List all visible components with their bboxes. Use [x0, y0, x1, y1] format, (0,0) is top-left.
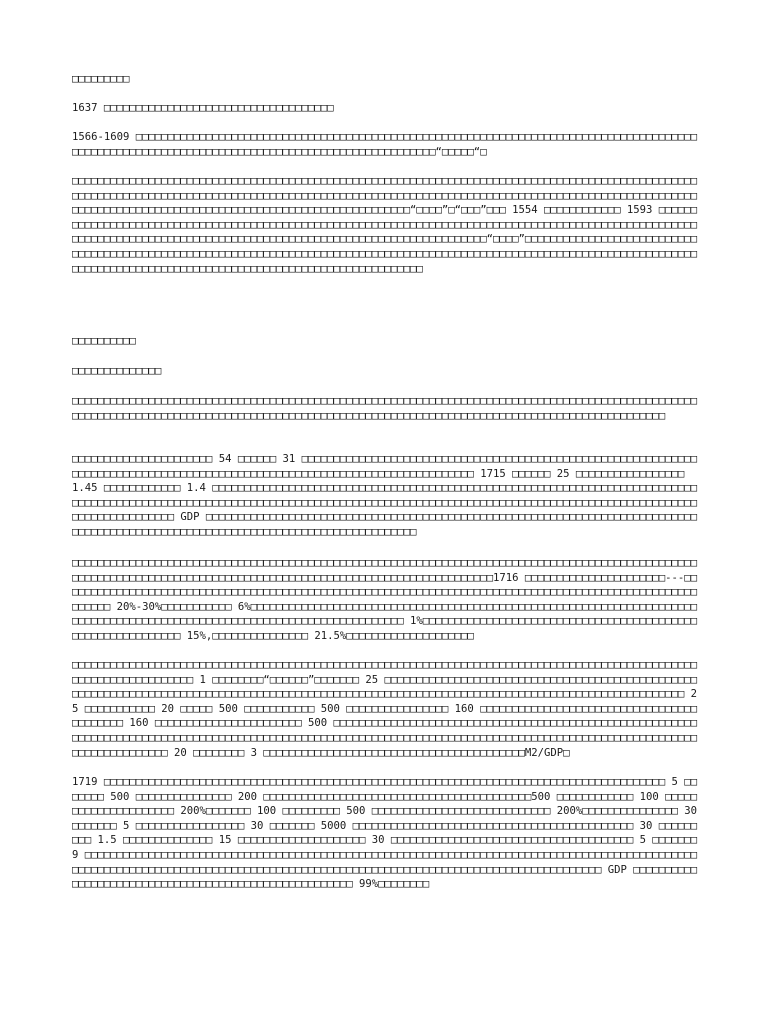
paragraph-1716: □□□□□□□□□□□□□□□□□□□□□□□□□□□□□□□□□□□□□□□□□□□□□□□□□□□□□□□□□□□□□□□□□□□□□□□□□□□□□□□□□□□□□□□□□□□□□□□□□□□□□□□□□□□□□□□□□□□□□□□□□□□□□□□□□□□□□□□□□□□□□□□□□□□□□□□□□□□□□□□□□□□□1716 □□□□□□□□□□□□□□□□□□□□□□---□□□□□□□□□□□□□□□□□□□□□□□□□□□□□□□□□□□□□□□□□□□□□□□□□□□□□□□□□□□□□□□□□□□□□□□□□□□□□□□□□□□□□□□□□□□□□□□□□□□□□□□□□□ 20%-30%□□□□□□□□□□□ 6%□□□□□□□□□□□□□□□□□□□□□□□□□□□□□□□□□□□□□□□□□□□□□□□□□□□□□□□□□□□□□□□□□□□□□□□□□□□□□□□□□□□□□□□□□□□□□□□□□□□□□□□□□□□□□□□□□□□□□□□□□□ 1%□□□□□□□□□□□□□□□□□□□□□□□□□□□□□□□□□□□□□□□□□□□□□□□□□□□□□□□□□□□□ 15%,□□□□□□□□□□□□□□□ 21.5%□□□□□□□□□□□□□□□□□□□□: [72, 557, 698, 642]
paragraph-1715: □□□□□□□□□□□□□□□□□□□□□□ 54 □□□□□□ 31 □□□□□□□□□□□□□□□□□□□□□□□□□□□□□□□□□□□□□□□□□□□□□□□□□□□□□□□□□□□□□□□□□□□□□□□□□□□□□□□□□□□□□□□□□□□□□□□□□□□□□□□□□□□□□□□□□□□□□□□□□□□□□ 1715 □□□□□□ 25 □□□□□□□□□□□□□□□□□ 1.45 □□□□□□□□□□□□ 1.4 □□□□□□□□□□□□□□□□□□□□□□□□□□□□□□□□□□□□□□□□□□□□□□□□□□□□□□□□□□□□□□□□□□□□□□□□□□□□□□□□□□□□□□□□□□□□□□□□□□□□□□□□□□□□□□□□□□□□□□□□□□□□□□□□□□□□□□□□□□□□□□□□□□□□□□□□□□□□□□□□□□□□□□□□□□□□□□□□□□□□□□□□□□□□□□ GDP □□□□□□□□□□□□□□□□□□□□□□□□□□□□□□□□□□□□□□□□□□□□□□□□□□□□□□□□□□□□□□□□□□□□□□□□□□□□□□□□□□□□□□□□□□□□□□□□□□□□□□□□□□□□□□□□□□□□□□□□□□□□□□□□□□□: [72, 453, 698, 538]
paragraph-1554-1593: □□□□□□□□□□□□□□□□□□□□□□□□□□□□□□□□□□□□□□□□□□□□□□□□□□□□□□□□□□□□□□□□□□□□□□□□□□□□□□□□□□□□□□□□□□□□□□□□□□□□□□□□□□□□□□□□□□□□□□□□□□□□□□□□□□□□□□□□□□□□□□□□□□□□□□□□□□□□□□□□□□□□□□□□□□□□□□□□□□□□□□□□□□□□□□□□□□□□□□□□□□□□□□□□□□□□□□□□□□□□□□□□□□□□□□□□□□□□□□□□□□□□□□□□□“□□□□”□“□□□”□□□ 1554 □□□□□□□□□□□□ 1593 □□□□□□□□□□□□□□□□□□□□□□□□□□□□□□□□□□□□□□□□□□□□□□□□□□□□□□□□□□□□□□□□□□□□□□□□□□□□□□□□□□□□□□□□□□□□□□□□□□□□□□□□□□□□□□□□□□□□□□□□□□□□□□□□□□□□□□□□□□□□□□□□□□□□□□□□□□□□□□□□□□□□□□□□□“□□□□”□□□□□□□□□□□□□□□□□□□□□□□□□□□□□□□□□□□□□□□□□□□□□□□□□□□□□□□□□□□□□□□□□□□□□□□□□□□□□□□□□□□□□□□□□□□□□□□□□□□□□□□□□□□□□□□□□□□□□□□□□□□□□□□□□□□□□□□□□□□□□□□□□□□□□□□□□□□□□□□□□□□□□□□□□□□□□□□□□□□□: [72, 175, 698, 275]
paragraph-1719: 1719 □□□□□□□□□□□□□□□□□□□□□□□□□□□□□□□□□□□□□□□□□□□□□□□□□□□□□□□□□□□□□□□□□□□□□□□□□□□□□□□□□□□□□□□□ 5 □□□□□□□ 500 □□□□□□□□□□□□□□□ 200 □□□□□□□□□□□□□□□□□□□□□□□□□□□□□□□□□□□□□□□□□□500 □□□□□□□□□□□□ 100 □□□□□□□□□□□□□□□□□□□□□ 200%□□□□□□□ 100 □□□□□□□□□ 500 □□□□□□□□□□□□□□□□□□□□□□□□□□□□ 200%□□□□□□□□□□□□□□□ 30 □□□□□□□ 5 □□□□□□□□□□□□□□□□□ 30 □□□□□□□ 5000 □□□□□□□□□□□□□□□□□□□□□□□□□□□□□□□□□□□□□□□□□□□□ 30 □□□□□□□□□ 1.5 □□□□□□□□□□□□□□ 15 □□□□□□□□□□□□□□□□□□□□ 30 □□□□□□□□□□□□□□□□□□□□□□□□□□□□□□□□□□□□□□ 5 □□□□□□□ 9 □□□□□□□□□□□□□□□□□□□□□□□□□□□□□□□□□□□□□□□□□□□□□□□□□□□□□□□□□□□□□□□□□□□□□□□□□□□□□□□□□□□□□□□□□□□□□□□□□□□□□□□□□□□□□□□□□□□□□□□□□□□□□□□□□□□□□□□□□□□□□□□□□□□□□□□□□□□□□□□□□□□□□□□□□□□□□□□□□□□ GDP □□□□□□□□□□□□□□□□□□□□□□□□□□□□□□□□□□□□□□□□□□□□□□□□□□□□□□ 99%□□□□□□□□: [72, 776, 704, 891]
paragraph-m2-gdp: □□□□□□□□□□□□□□□□□□□□□□□□□□□□□□□□□□□□□□□□□□□□□□□□□□□□□□□□□□□□□□□□□□□□□□□□□□□□□□□□□□□□□□□□□□□□□□□□□□□□□□□□□□□□□□□□□□□□□ 1 □□□□□□□□“□□□□□□”□□□□□□□ 25 □□□□□□□□□□□□□□□□□□□□□□□□□□□□□□□□□□□□□□□□□□□□□□□□□□□□□□□□□□□□□□□□□□□□□□□□□□□□□□□□□□□□□□□□□□□□□□□□□□□□□□□□□□□□□□□□□□□□□□□□□□□□□□□□□□□□□□□□□□□□□□□□□ 25 □□□□□□□□□□□ 20 □□□□□ 500 □□□□□□□□□□□ 500 □□□□□□□□□□□□□□□□ 160 □□□□□□□□□□□□□□□□□□□□□□□□□□□□□□□□□□□□□□□□□□ 160 □□□□□□□□□□□□□□□□□□□□□□□ 500 □□□□□□□□□□□□□□□□□□□□□□□□□□□□□□□□□□□□□□□□□□□□□□□□□□□□□□□□□□□□□□□□□□□□□□□□□□□□□□□□□□□□□□□□□□□□□□□□□□□□□□□□□□□□□□□□□□□□□□□□□□□□□□□□□□□□□□□□□□□□□□□□□□□□□□□□□□□□□□□□□□□□□□□□□□ 20 □□□□□□□□ 3 □□□□□□□□□□□□□□□□□□□□□□□□□□□□□□□□□□□□□□□□□M2/GDP□: [72, 659, 698, 759]
section-heading: □□□□□□□□□: [72, 73, 130, 85]
paragraph-1637: 1637 □□□□□□□□□□□□□□□□□□□□□□□□□□□□□□□□□□□□: [72, 102, 334, 114]
subsection-heading: □□□□□□□□□□□□□□: [72, 365, 162, 377]
paragraph-1566-1609: 1566-1609 □□□□□□□□□□□□□□□□□□□□□□□□□□□□□□□□□□□□□□□□□□□□□□□□□□□□□□□□□□□□□□□□□□□□□□□□□□□□□□□□□□□□□□□□□□□□□□□□□□□□□□□□□□□□□□□□□□□□□□□□□□□□□□□□□□□□□□□□□□□□□□□□□“□□□□□“□: [72, 131, 698, 158]
section-heading-2: □□□□□□□□□□: [72, 335, 136, 347]
paragraph-intro: □□□□□□□□□□□□□□□□□□□□□□□□□□□□□□□□□□□□□□□□□□□□□□□□□□□□□□□□□□□□□□□□□□□□□□□□□□□□□□□□□□□□□□□□□□□□□□□□□□□□□□□□□□□□□□□□□□□□□□□□□□□□□□□□□□□□□□□□□□□□□□□□□□□□□□□□□□□□□□□□□□□□□□□□□□□□□□□□□□□□□□□□□□□□□□□: [72, 395, 698, 422]
